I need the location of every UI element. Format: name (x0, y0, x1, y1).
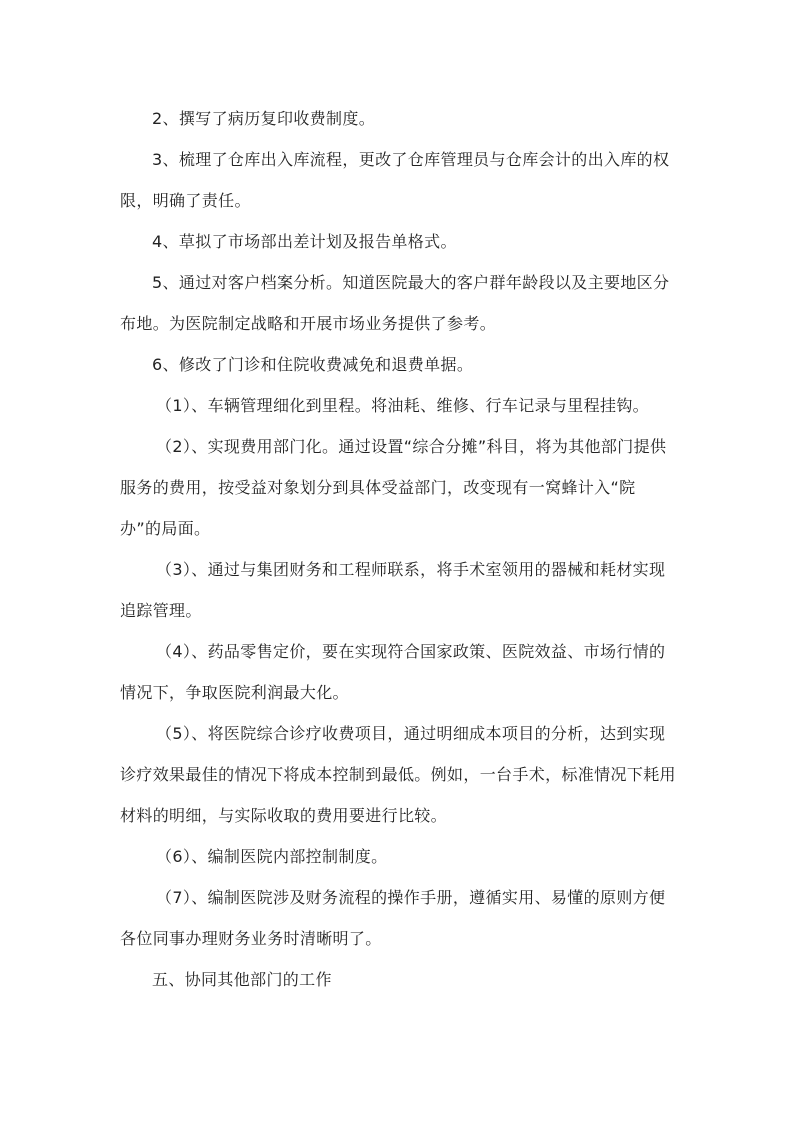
paragraph-subitem-4: （4）、药品零售定价，要在实现符合国家政策、医院效益、市场行情的情况下，争取医院利润最大化。 (120, 642, 666, 702)
paragraph-item-2: 2、撰写了病历复印收费制度。 (152, 109, 376, 128)
paragraph-item-4: 4、草拟了市场部出差计划及报告单格式。 (152, 232, 457, 251)
paragraph-subitem-1: （1）、车辆管理细化到里程。将油耗、维修、行车记录与里程挂钩。 (156, 396, 650, 415)
paragraph-subitem-6: （6）、编制医院内部控制制度。 (156, 847, 388, 866)
section-heading-five: 五、协同其他部门的工作 (152, 970, 332, 989)
paragraph-item-5: 5、通过对客户档案分析。知道医院最大的客户群年龄段以及主要地区分布地。为医院制定战略和开展市场业务提供了参考。 (120, 273, 670, 333)
paragraph-item-6: 6、修改了门诊和住院收费减免和退费单据。 (152, 355, 474, 374)
paragraph-subitem-5: （5）、将医院综合诊疗收费项目，通过明细成本项目的分析，达到实现诊疗效果最佳的情况下将成本控制到最低。例如，一台手术，标准情况下耗用材料的明细，与实际收取的费用要进行比较。 (120, 724, 676, 825)
paragraph-subitem-3: （3）、通过与集团财务和工程师联系，将手术室领用的器械和耗材实现追踪管理。 (120, 560, 666, 620)
paragraph-item-3: 3、梳理了仓库出入库流程，更改了仓库管理员与仓库会计的出入库的权限，明确了责任。 (120, 150, 670, 210)
paragraph-subitem-7: （7）、编制医院涉及财务流程的操作手册，遵循实用、易懂的原则方便各位同事办理财务业务时清晰明了。 (120, 888, 666, 948)
paragraph-subitem-2: （2）、实现费用部门化。通过设置“综合分摊”科目，将为其他部门提供服务的费用，按受益对象划分到具体受益部门，改变现有一窝蜂计入“院办”的局面。 (120, 437, 667, 538)
document-body (120, 98, 676, 1000)
